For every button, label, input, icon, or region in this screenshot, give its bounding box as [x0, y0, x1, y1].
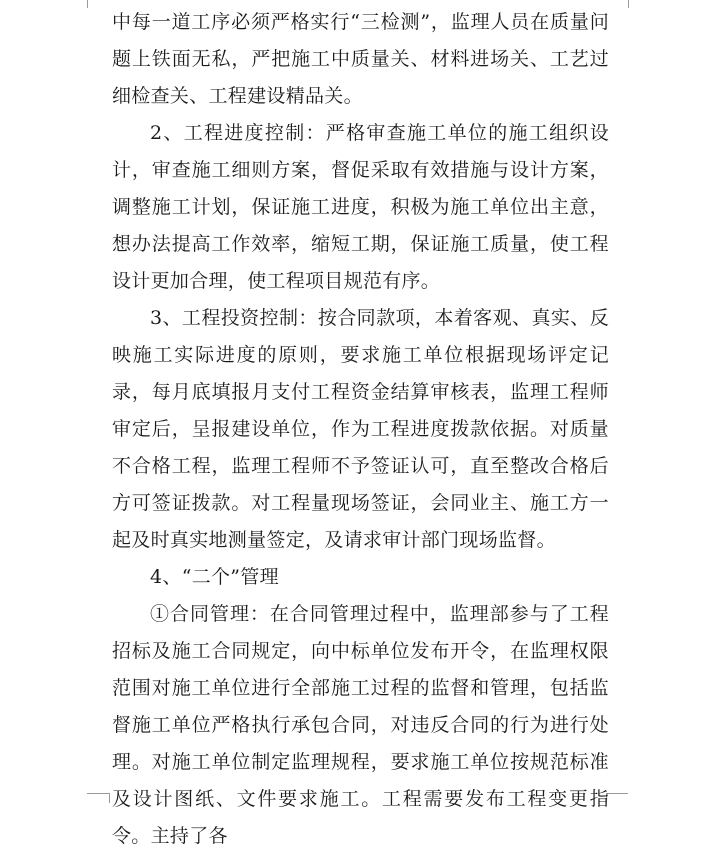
- crop-mark-top-left-vertical: [87, 0, 88, 8]
- paragraph-quality-control-continued: 中每一道工序必须严格实行“三检测”，监理人员在质量问题上铁面无私，严把施工中质量关、材料进场关、工艺过细检查关、工程建设精品关。: [112, 11, 609, 107]
- crop-mark-bottom-right-horizontal: [606, 793, 628, 794]
- crop-mark-top-right-vertical: [628, 0, 629, 8]
- crop-mark-bottom-left-vertical: [109, 793, 110, 803]
- paragraph-progress-control: 2、工程进度控制：严格审查施工单位的施工组织设计，审查施工细则方案，督促采取有效措施与设计方案，调整施工计划，保证施工进度，积极为施工单位出主意，想办法提高工作效率，缩短工期，保证施工质量，使工程设计更加合理，使工程项目规范有序。: [112, 122, 609, 292]
- paragraph-investment-control: 3、工程投资控制：按合同款项，本着客观、真实、反映施工实际进度的原则，要求施工单位根据现场评定记录，每月底填报月支付工程资金结算审核表，监理工程师审定后，呈报建设单位，作为工程进度拨款依据。对质量不合格工程，监理工程师不予签证认可，直至整改合格后方可签证拨款。对工程量现场签证，会同业主、施工方一起及时真实地测量签定，及请求审计部门现场监督。: [112, 307, 609, 551]
- paragraph-two-management-heading: 4、“二个”管理: [150, 566, 279, 588]
- paragraph-contract-management: ①合同管理：在合同管理过程中，监理部参与了工程招标及施工合同规定，向中标单位发布开令，在监理权限范围对施工单位进行全部施工过程的监督和管理，包括监督施工单位严格执行承包合同，对违反合同的行为进行处理。对施工单位制定监理规程，要求施工单位按规范标准及设计图纸、文件要求施工。工程需要发布工程变更指令。主持了各: [112, 603, 609, 847]
- body-text: [112, 4, 609, 855]
- crop-mark-bottom-left-horizontal: [87, 793, 109, 794]
